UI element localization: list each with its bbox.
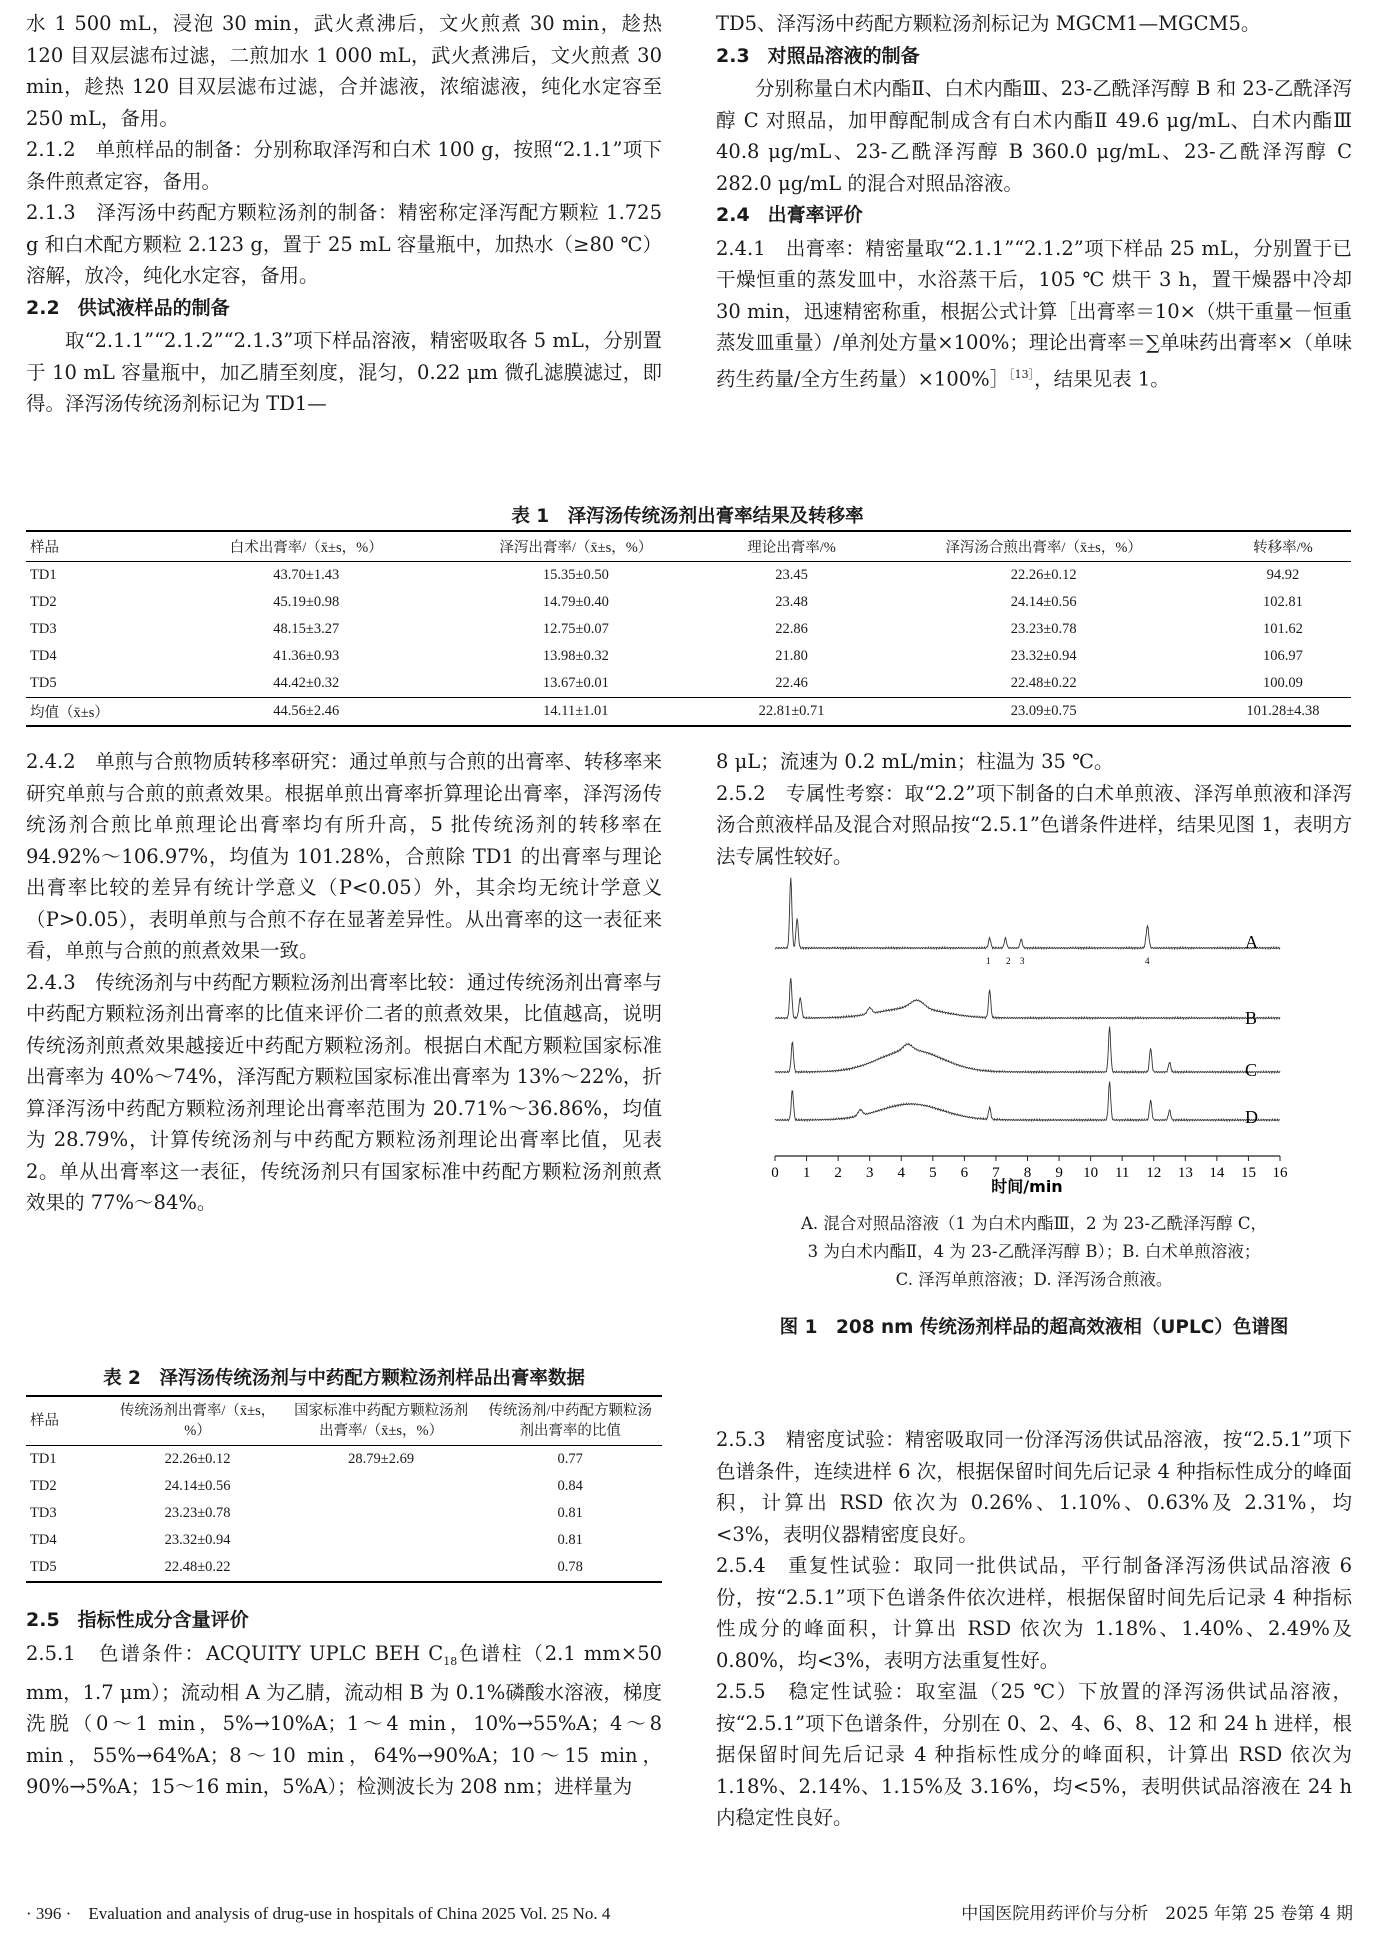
table-cell: 0.81	[557, 1505, 583, 1521]
x-tick-label: 16	[1272, 1165, 1288, 1181]
table-cell: 101.62	[1263, 621, 1303, 637]
table-cell: 41.36±0.93	[273, 648, 340, 664]
paragraph: 8 μL；流速为 0.2 mL/min；柱温为 35 ℃。	[716, 750, 1114, 773]
footer-journal-en: · 396 · Evaluation and analysis of drug-use in hospitals of China 2025 Vol. 25 No. 4	[26, 1904, 611, 1923]
table-cell: 94.92	[1266, 567, 1300, 583]
table-cell: 23.45	[775, 567, 808, 583]
right-column-top	[716, 8, 1352, 395]
paragraph: 2.4.2 单煎与合煎物质转移率研究：通过单煎与合煎的出膏率、转移率来研究单煎与合煎的煎煮效果。根据单煎出膏率折算理论出膏率，泽泻汤传统汤剂合煎比单煎理论出膏率均有所升高，5 批传统汤剂的转移率在 94.92%～106.97%，均值为 101.28%，合煎除 TD1 的出膏率与理论出膏率比较的差异有统计学意义（P<0.05）外，其余均无统计学意义（P>0.05），表明单煎与合煎不存在显著差异性。从出膏率的这一表征来看，单煎与合煎的煎煮效果一致。	[26, 750, 662, 962]
trace-label-b: B	[1245, 1008, 1258, 1028]
table-cell: 44.56±2.46	[171, 698, 441, 727]
paragraph: 2.5.3 精密度试验：精密吸取同一份泽泻汤供试品溶液，按“2.5.1”项下色谱条件，连续进样 6 次，根据保留时间先后记录 4 种指标性成分的峰面积，计算出 RSD 依次为 0.26%、1.10%、0.63%及 2.31%，均<3%，表明仪器精密度良好。	[716, 1428, 1352, 1546]
chromatogram-trace-d	[775, 1082, 1280, 1121]
section-number: 2.3	[716, 44, 750, 67]
table-cell: 0.84	[557, 1478, 583, 1494]
table-row	[26, 562, 1351, 590]
x-tick-label: 10	[1083, 1165, 1099, 1181]
table-cell: 23.09±0.75	[872, 698, 1214, 727]
table-row-mean	[26, 698, 1351, 727]
table-cell: TD5	[26, 1554, 111, 1582]
x-tick-label: 5	[929, 1165, 937, 1181]
table-header: 转移率/%	[1215, 531, 1351, 562]
table-row	[26, 589, 1351, 616]
trace-label-a: A	[1245, 932, 1258, 952]
table-cell: TD2	[30, 594, 57, 610]
paragraph: 2.1.3 泽泻汤中药配方颗粒汤剂的制备：精密称定泽泻配方颗粒 1.725 g 和白术配方颗粒 2.123 g，置于 25 mL 容量瓶中，加热水（≥80 ℃）溶解，放冷，纯化水定容，备用。	[26, 201, 662, 287]
table-cell	[284, 1473, 479, 1500]
legend-line: 3 为白术内酯Ⅱ，4 为 23-乙酰泽泻醇 B）；B. 白术单煎溶液；	[807, 1242, 1261, 1261]
footer-journal-cn: 中国医院用药评价与分析 2025 年第 25 卷第 4 期	[961, 1904, 1353, 1924]
peak-label-3: 3	[1020, 956, 1025, 966]
table-cell: 22.48±0.22	[111, 1554, 284, 1582]
section-number: 2.5	[26, 1609, 60, 1631]
paragraph-text: 2.5.1 色谱条件：ACQUITY UPLC BEH C	[26, 1641, 444, 1665]
x-tick-label: 7	[992, 1165, 1000, 1181]
table-cell: 48.15±3.27	[273, 621, 340, 637]
table-cell: 21.80	[775, 648, 808, 664]
table-cell: 均值（x̄±s）	[26, 698, 171, 727]
chromatogram-figure	[765, 876, 1305, 1196]
legend-line: A. 混合对照品溶液（1 为白术内酯Ⅲ，2 为 23-乙酰泽泻醇 C，	[801, 1214, 1267, 1233]
x-tick-label: 4	[897, 1165, 905, 1181]
right-column-low	[716, 1424, 1352, 1834]
chromatogram-trace-a	[775, 878, 1280, 949]
chromatogram-traces	[775, 878, 1280, 1121]
x-tick-label: 0	[771, 1165, 779, 1181]
table-cell: 13.67±0.01	[542, 675, 609, 691]
table-header: 国家标准中药配方颗粒汤剂出膏率/（x̄±s，%）	[284, 1396, 479, 1446]
peak-label-2: 2	[1006, 956, 1011, 966]
table-header: 样品	[26, 1396, 111, 1446]
table-row	[26, 670, 1351, 698]
table-cell: 22.86	[775, 621, 808, 637]
table-row	[26, 1446, 662, 1474]
paragraph	[716, 233, 1352, 395]
table-header: 泽泻出膏率/（x̄±s，%）	[441, 531, 711, 562]
table-row	[26, 1500, 662, 1527]
table-cell: 0.78	[478, 1554, 662, 1582]
table-cell: 102.81	[1263, 594, 1303, 610]
paragraph: 分别称量白术内酯Ⅱ、白术内酯Ⅲ、23-乙酰泽泻醇 B 和 23-乙酰泽泻醇 C 对照品，加甲醇配制成含有白术内酯Ⅱ 49.6 μg/mL、白术内酯Ⅲ 40.8 μg/mL、23-乙酰泽泻醇 B 360.0 μg/mL、23-乙酰泽泻醇 C 282.0 μg/mL 的混合对照品溶液。	[716, 77, 1352, 195]
paragraph-text: 色谱柱（2.1 mm×50 mm，1.7 μm）；流动相 A 为乙腈，流动相 B 为 0.1%磷酸水溶液，梯度洗脱（0～1 min，5%→10%A；1～4 min，10%→55%A；4～8 min，55%→64%A；8～10 min，64%→90%A；10～15 min，90%→5%A；15～16 min，5%A）；检测波长为 208 nm；进样量为	[26, 1641, 663, 1799]
figure1-title: 图 1 208 nm 传统汤剂样品的超高效液相（UPLC）色谱图	[779, 1317, 1289, 1338]
table-cell: 101.28±4.38	[1215, 698, 1351, 727]
table-cell: 23.23±0.78	[164, 1505, 231, 1521]
paragraph: 2.5.4 重复性试验：取同一批供试品，平行制备泽泻汤供试品溶液 6 份，按“2.5.1”项下色谱条件依次进样，根据保留时间先后记录 4 种指标性成分的峰面积，计算出 RSD 依次为 1.18%、1.40%、2.49%及 0.80%，均<3%，表明方法重复性好。	[716, 1554, 1352, 1672]
section-heading-2-3	[716, 41, 1352, 73]
table-cell: 44.42±0.32	[273, 675, 340, 691]
chromatogram-trace-b	[775, 978, 1280, 1019]
section-title: 对照品溶液的制备	[767, 44, 920, 67]
table-cell: TD1	[30, 567, 57, 583]
table-cell: 0.77	[557, 1451, 583, 1467]
x-tick-label: 1	[802, 1165, 811, 1181]
trace-label-d: D	[1245, 1107, 1258, 1127]
paragraph: 水 1 500 mL，浸泡 30 min，武火煮沸后，文火煎煮 30 min，趁热 120 目双层滤布过滤，二煎加水 1 000 mL，武火煮沸后，文火煎煮 30 min，趁热 120 目双层滤布过滤，合并滤液，浓缩滤液，纯化水定容至 250 mL，备用。	[26, 12, 662, 130]
table-cell: 15.35±0.50	[542, 567, 609, 583]
table-header: 理论出膏率/%	[711, 531, 873, 562]
table-row	[26, 616, 1351, 643]
table-cell	[284, 1527, 479, 1554]
table2	[26, 1395, 662, 1583]
section-number: 2.2	[26, 296, 60, 319]
x-tick-label: 11	[1114, 1165, 1130, 1181]
table-header: 白术出膏率/（x̄±s，%）	[171, 531, 441, 562]
table-cell: 43.70±1.43	[273, 567, 340, 583]
table-header: 传统汤剂出膏率/（x̄±s，%）	[111, 1396, 284, 1446]
paragraph: 2.4.3 传统汤剂与中药配方颗粒汤剂出膏率比较：通过传统汤剂出膏率与中药配方颗粒汤剂出膏率的比值来评价二者的煎煮效果，比值越高，说明传统汤剂煎煮效果越接近中药配方颗粒汤剂。根据白术配方颗粒国家标准出膏率为 40%～74%，泽泻配方颗粒国家标准出膏率为 13%～22%，折算泽泻汤中药配方颗粒汤剂理论出膏率范围为 20.71%～36.86%，均值为 28.79%，计算传统汤剂与中药配方颗粒汤剂理论出膏率比值，见表 2。单从出膏率这一表征，传统汤剂只有国家标准中药配方颗粒汤剂煎煮效果的 77%～84%。	[26, 970, 662, 1214]
paragraph: 取“2.1.1”“2.1.2”“2.1.3”项下样品溶液，精密吸取各 5 mL，分别置于 10 mL 容量瓶中，加乙腈至刻度，混匀，0.22 μm 微孔滤膜滤过，即得。泽泻汤传统汤剂标记为 TD1—	[26, 329, 662, 415]
peak-label-4: 4	[1145, 956, 1150, 966]
paragraph: 2.5.5 稳定性试验：取室温（25 ℃）下放置的泽泻汤供试品溶液，按“2.5.1”项下色谱条件，分别在 0、2、4、6、8、12 和 24 h 进样，根据保留时间先后记录 4 种指标性成分的峰面积，计算出 RSD 依次为 1.18%、2.14%、1.15%及 3.16%，均<5%，表明供试品溶液在 24 h 内稳定性良好。	[716, 1680, 1352, 1829]
table-row	[26, 1554, 662, 1582]
table-cell: 24.14±0.56	[1010, 594, 1077, 610]
left-column-top	[26, 8, 662, 420]
table2-title: 表 2 泽泻汤传统汤剂与中药配方颗粒汤剂样品出膏率数据	[103, 1368, 585, 1389]
table-cell: 45.19±0.98	[273, 594, 340, 610]
peak-label-1: 1	[986, 956, 991, 966]
table-cell: TD5	[30, 675, 57, 691]
table-cell: TD4	[30, 648, 57, 664]
paragraph	[26, 1638, 662, 1803]
table-cell: 14.79±0.40	[542, 594, 609, 610]
section-title: 出膏率评价	[767, 204, 863, 226]
right-column-mid	[716, 746, 1352, 872]
x-tick-label: 3	[865, 1165, 874, 1181]
table-cell: 22.46	[775, 675, 808, 691]
left-column-low	[26, 1604, 662, 1803]
x-tick-label: 8	[1023, 1165, 1032, 1181]
table-cell: 100.09	[1263, 675, 1303, 691]
chromatogram-trace-c	[775, 1026, 1280, 1073]
table-row	[26, 643, 1351, 670]
table-cell: 22.26±0.12	[1010, 567, 1077, 583]
subscript: 18	[443, 1654, 458, 1668]
paragraph-text: ，结果见表 1。	[1034, 367, 1170, 390]
table-cell: 22.81±0.71	[711, 698, 873, 727]
x-tick-label: 9	[1055, 1165, 1063, 1181]
section-number: 2.4	[716, 204, 750, 226]
table-cell: 23.32±0.94	[1010, 648, 1077, 664]
left-column-mid	[26, 746, 662, 1219]
table-cell	[284, 1554, 479, 1582]
paragraph: 2.1.2 单煎样品的制备：分别称取泽泻和白术 100 g，按照“2.1.1”项下条件煎煮定容，备用。	[26, 138, 662, 193]
legend-line: C. 泽泻单煎溶液；D. 泽泻汤合煎液。	[895, 1270, 1173, 1289]
table-cell: TD3	[30, 621, 57, 637]
section-heading-2-2	[26, 293, 662, 325]
table-cell: 22.48±0.22	[1010, 675, 1077, 691]
table-cell: 23.48	[775, 594, 808, 610]
paragraph-text: 2.4.1 出膏率：精密量取“2.1.1”“2.1.2”项下样品 25 mL，分别置于已干燥恒重的蒸发皿中，水浴蒸干后，105 ℃ 烘干 3 h，置干燥器中冷却 30 min，迅速精密称重，根据公式计算［出膏率＝10×（烘干重量－恒重蒸发皿重量）/单剂处方量×100%；理论出膏率＝∑单味药出膏率×（单味药生药量/全方生药量）×100%］	[716, 236, 1352, 390]
table-row	[26, 1527, 662, 1554]
table-cell: TD4	[30, 1532, 57, 1548]
table-cell: 23.32±0.94	[164, 1532, 231, 1548]
x-tick-label: 12	[1146, 1165, 1162, 1181]
trace-label-c: C	[1245, 1060, 1258, 1080]
table-cell: 24.14±0.56	[164, 1478, 231, 1494]
table-cell: 106.97	[1263, 648, 1303, 664]
table-cell: 28.79±2.69	[348, 1451, 415, 1467]
figure1-legend	[716, 1210, 1352, 1294]
table-header: 泽泻汤合煎出膏率/（x̄±s，%）	[872, 531, 1214, 562]
x-tick-label: 13	[1177, 1165, 1193, 1181]
x-tick-label: 6	[960, 1165, 969, 1181]
table-cell: 23.23±0.78	[1010, 621, 1077, 637]
table1	[26, 530, 1351, 727]
paragraph: 2.5.2 专属性考察：取“2.2”项下制备的白术单煎液、泽泻单煎液和泽泻汤合煎液样品及混合对照品按“2.5.1”色谱条件进样，结果见图 1，表明方法专属性较好。	[716, 781, 1352, 868]
section-heading-2-5	[26, 1605, 662, 1637]
section-title: 指标性成分含量评价	[77, 1609, 249, 1631]
table-cell	[284, 1500, 479, 1527]
table-cell: 14.11±1.01	[441, 698, 711, 727]
table-cell: TD3	[30, 1505, 57, 1521]
citation: ［13］	[1009, 367, 1035, 381]
paragraph: TD5、泽泻汤中药配方颗粒汤剂标记为 MGCM1—MGCM5。	[716, 12, 1261, 35]
table-cell: 12.75±0.07	[542, 621, 609, 637]
x-axis-label: 时间/min	[991, 1177, 1063, 1196]
table-cell: TD2	[30, 1478, 57, 1494]
table1-title: 表 1 泽泻汤传统汤剂出膏率结果及转移率	[511, 506, 864, 527]
table-header: 传统汤剂/中药配方颗粒汤剂出膏率的比值	[478, 1396, 662, 1446]
table-cell: 13.98±0.32	[542, 648, 609, 664]
section-heading-2-4	[716, 200, 1352, 232]
section-title: 供试液样品的制备	[77, 296, 230, 319]
x-tick-label: 15	[1240, 1165, 1256, 1181]
table-cell: TD1	[30, 1451, 57, 1467]
table-header: 样品	[26, 531, 171, 562]
table-row	[26, 1473, 662, 1500]
table-cell: 22.26±0.12	[164, 1451, 231, 1467]
x-tick-label: 2	[834, 1165, 842, 1181]
table-cell: 0.81	[557, 1532, 583, 1548]
x-tick-label: 14	[1209, 1165, 1225, 1181]
